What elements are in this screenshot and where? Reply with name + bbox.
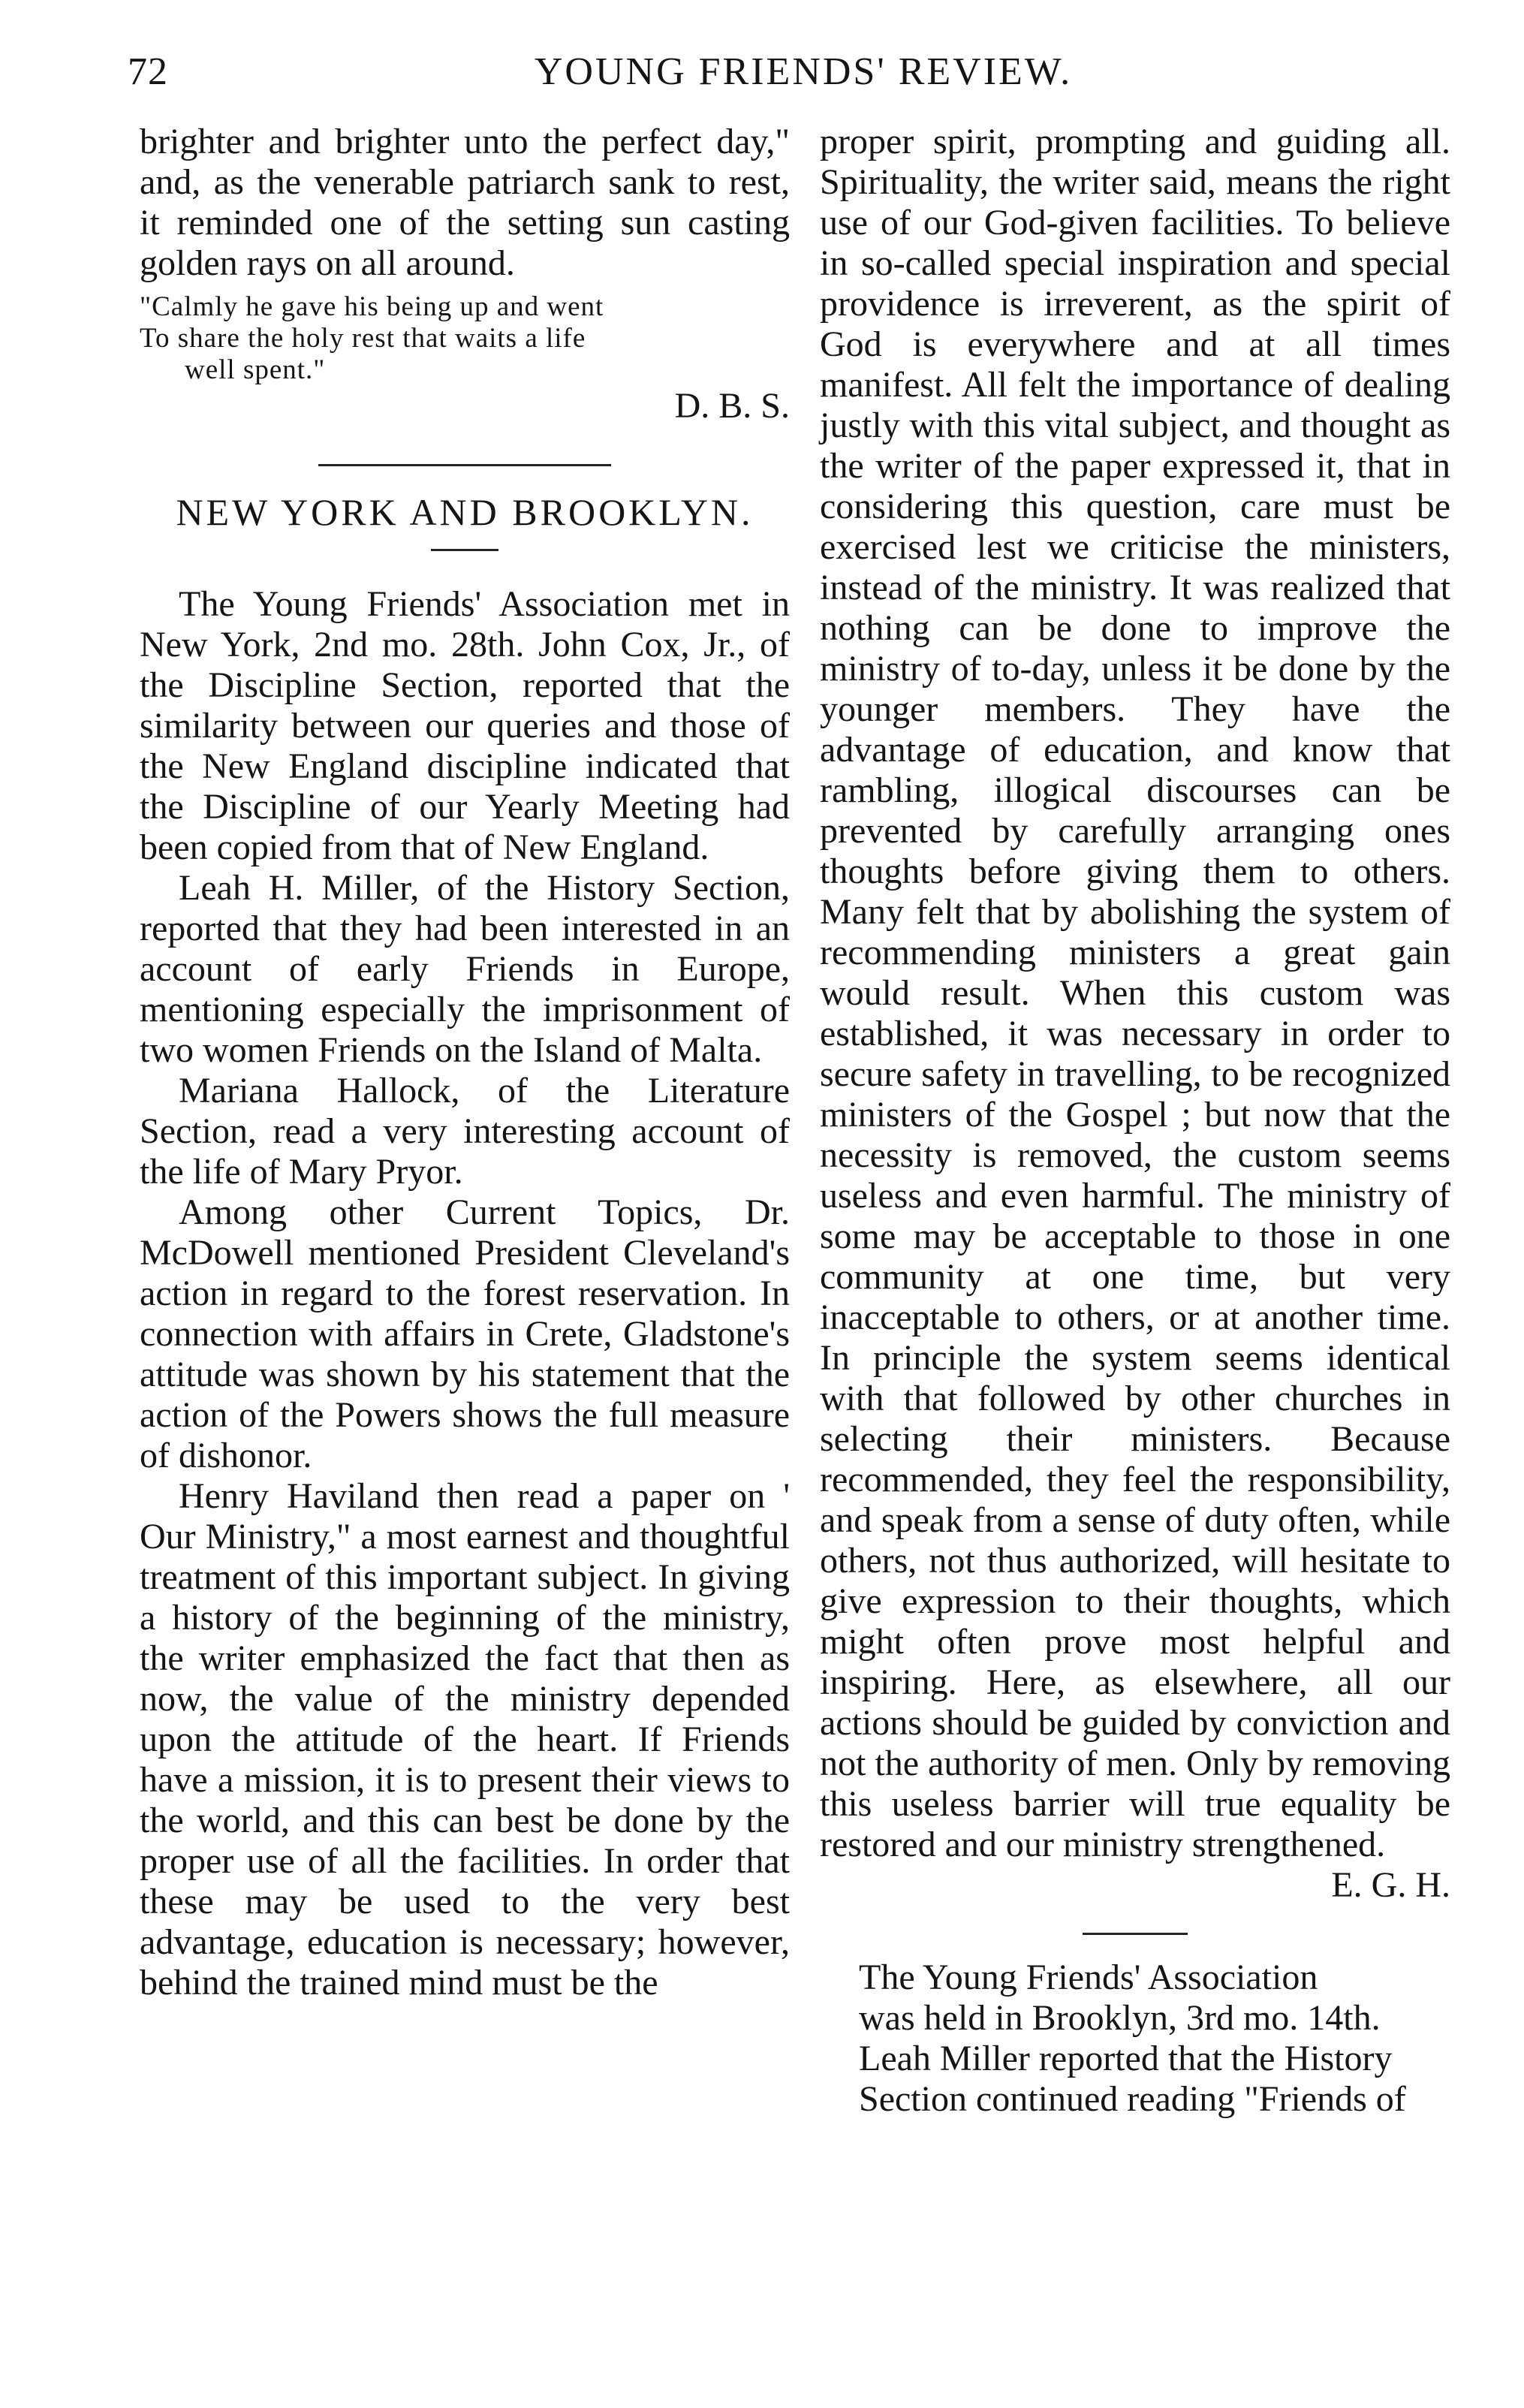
article-paragraph: Among other Current Topics, Dr. McDowell mentioned President Cleveland's action in regard to the forest reservation. In connection with affairs in Crete, Gladstone's attitude was shown by his statement that the action of the Powers shows the full measure of dishonor.	[140, 1192, 790, 1475]
section-title: NEW YORK AND BROOKLYN.	[176, 491, 754, 533]
article-paragraph: Henry Haviland then read a paper on ' Our Ministry," a most earnest and thoughtful treatment of this important subject. In giving a history of the beginning of the ministry, the writer emphasized the fact that then as now, the value of the ministry depended upon the attitude of the heart. If Friends have a mission, it is to present their views to the world, and this can best be done by the proper use of all the facilities. In order that these may be used to the very best advantage, education is necessary; however, behind the trained mind must be the	[140, 1476, 790, 2003]
page-header	[128, 50, 1479, 117]
title-divider	[431, 549, 498, 551]
page-number: 72	[128, 50, 168, 93]
article-paragraph: Mariana Hallock, of the Literature Section, read a very interesting account of the life of Mary Pryor.	[140, 1071, 790, 1192]
poem-quote	[140, 291, 790, 386]
opening-paragraph: brighter and brighter unto the perfect day," and, as the venerable patriarch sank to rest, it reminded one of the setting sun casting golden rays on all around.	[140, 122, 790, 283]
running-title: YOUNG FRIENDS' REVIEW.	[534, 50, 1073, 93]
article-paragraph	[820, 1957, 1450, 2120]
section-divider	[318, 464, 611, 466]
text-line: Leah Miller reported that the History	[859, 2039, 1393, 2078]
section-divider	[1083, 1933, 1188, 1935]
poem-line-3: well spent."	[185, 354, 326, 385]
poem-line-2: To share the holy rest that waits a life	[140, 323, 586, 354]
article-paragraph: The Young Friends' Association met in New York, 2nd mo. 28th. John Cox, Jr., of the Discipline Section, reported that the similarity between our queries and those of the New England discipline indicated that the Discipline of our Yearly Meeting had been copied from that of New England.	[140, 584, 790, 867]
text-line: was held in Brooklyn, 3rd mo. 14th.	[859, 1998, 1381, 2038]
right-column	[820, 122, 1450, 2120]
article-paragraph: proper spirit, prompting and guiding all. Spirituality, the writer said, means the right use of our God-given facilities. To believe in so-called special inspiration and special providence is irreverent, as the spirit of God is everywhere and at all times manifest. All felt the importance of dealing justly with this vital subject, and thought as the writer of the paper expressed it, that in considering this question, care must be exercised lest we criticise the ministers, instead of the ministry. It was realized that nothing can be done to improve the ministry of to-day, unless it be done by the younger members. They have the advantage of education, and know that rambling, illogical discourses can be prevented by carefully arranging ones thoughts before giving them to others. Many felt that by abolishing the system of recommending ministers a great gain would result. When this custom was established, it was necessary in order to secure safety in travelling, to be recognized ministers of the Gospel ; but now that the necessity is removed, the custom seems useless and even harmful. The ministry of some may be acceptable to those in one community at one time, but very inacceptable to others, or at another time. In principle the system seems identical with that followed by other churches in selecting their ministers. Because recommended, they feel the responsibility, and speak from a sense of duty often, while others, not thus authorized, will hesitate to give expression to their thoughts, which might often prove most helpful and inspiring. Here, as elsewhere, all our actions should be guided by conviction and not the authority of men. Only by removing this useless barrier will true equality be restored and our ministry strengthened.	[820, 122, 1450, 1864]
text-line: The Young Friends' Association	[859, 1957, 1318, 1997]
article-paragraph: Leah H. Miller, of the History Section, reported that they had been interested in an account of early Friends in Europe, mentioning especially the imprisonment of two women Friends on the Island of Malta.	[140, 868, 790, 1070]
left-column	[140, 122, 790, 2003]
author-signature: D. B. S.	[674, 386, 790, 426]
poem-line-1: "Calmly he gave his being up and went	[140, 291, 604, 322]
author-signature: E. G. H.	[1331, 1865, 1450, 1905]
text-line: Section continued reading "Friends of	[859, 2079, 1406, 2119]
